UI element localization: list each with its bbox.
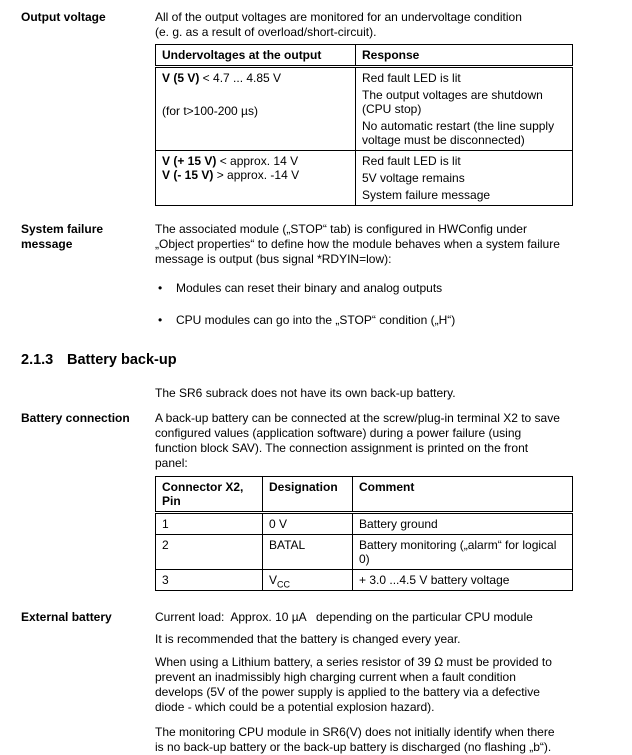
bullet-icon: • <box>158 281 163 295</box>
paragraph-current-load <box>155 610 587 625</box>
body-line: configured values (application software) during a power failure (using <box>155 426 522 440</box>
side-label-battery-connection: Battery connection <box>21 411 130 425</box>
intro-line: All of the output voltages are monitored for an undervoltage condition <box>155 10 522 24</box>
body-line: It is recommended that the battery is changed every year. <box>155 632 461 646</box>
condition-plus15v <box>162 154 349 168</box>
intro-line: (e. g. as a result of overload/short-circuit). <box>155 25 377 39</box>
response-item: The output voltages are shutdown (CPU stop) <box>362 88 543 116</box>
cell-comment: + 3.0 ...4.5 V battery voltage <box>353 570 573 591</box>
response-item: System failure message <box>362 188 491 202</box>
body-line: When using a Lithium battery, a series resistor of 39 Ω must be provided to <box>155 655 552 669</box>
table-row-5v <box>156 67 573 151</box>
output-voltage-content <box>155 10 587 206</box>
connector-x2-table <box>155 476 573 591</box>
body-line: diode - which could be a potential explosion hazard). <box>155 700 435 714</box>
response-item: Red fault LED is lit <box>362 71 461 85</box>
header-designation: Designation <box>263 477 353 513</box>
table-row-pin2 <box>156 535 573 570</box>
response-item: No automatic restart (the line supply voltage must be disconnected) <box>362 119 555 147</box>
table-row-pin1 <box>156 513 573 535</box>
condition-5v-rest: < 4.7 ... 4.85 V <box>199 71 282 85</box>
body-line: „Object properties“ to define how the module behaves when a system failure <box>155 237 560 251</box>
bullet-item <box>155 281 587 296</box>
header-undervoltages: Undervoltages at the output <box>156 45 356 67</box>
bullet-text: CPU modules can go into the „STOP“ condition („H“) <box>176 313 456 327</box>
heading-title: Battery back-up <box>67 352 177 368</box>
cell-response-5v <box>356 67 573 151</box>
section-output-voltage <box>0 10 632 206</box>
condition-5v <box>162 71 349 85</box>
response-item: 5V voltage remains <box>362 171 465 185</box>
vcc-base: V <box>269 573 278 587</box>
condition-5v-bold: V (5 V) <box>162 71 200 85</box>
paragraph-recommendation <box>155 632 587 647</box>
external-battery-content <box>155 610 587 755</box>
cell-pin: 2 <box>156 535 263 570</box>
heading-number: 2.1.3 <box>21 352 54 368</box>
condition-plus15v-bold: V (+ 15 V) <box>162 154 217 168</box>
response-item: Red fault LED is lit <box>362 154 461 168</box>
condition-minus15v-bold: V (- 15 V) <box>162 168 214 182</box>
battery-connection-content <box>155 411 587 591</box>
body-line: The SR6 subrack does not have its own back-up battery. <box>155 386 456 400</box>
bullet-item <box>155 313 587 328</box>
side-label-output-voltage: Output voltage <box>21 10 106 24</box>
battery-backup-intro <box>155 386 587 401</box>
table-row-15v <box>156 151 573 206</box>
section-battery-connection <box>0 411 632 591</box>
header-connector-pin: Connector X2, Pin <box>156 477 263 513</box>
bullet-text: Modules can reset their binary and analog outputs <box>176 281 443 295</box>
body-line: prevent an inadmissibly high charging current when a fault condition <box>155 670 516 684</box>
body-line: The associated module („STOP“ tab) is configured in HWConfig under <box>155 222 527 236</box>
header-response: Response <box>356 45 573 67</box>
body-line: function block SAV). The connection assignment is printed on the front <box>155 441 529 455</box>
cell-designation <box>263 570 353 591</box>
paragraph-lithium-warning <box>155 655 587 715</box>
side-label-external-battery: External battery <box>21 610 112 624</box>
bullet-icon: • <box>158 313 163 327</box>
table-header-row <box>156 45 573 67</box>
section-external-battery <box>0 610 632 755</box>
section-system-failure <box>0 222 632 328</box>
cell-comment: Battery monitoring („alarm“ for logical 0) <box>353 535 573 570</box>
body-line: panel: <box>155 456 188 470</box>
table-header-row <box>156 477 573 513</box>
body-line: Current load: Approx. 10 µA depending on the particular CPU module <box>155 610 533 624</box>
system-failure-content <box>155 222 587 328</box>
cell-comment: Battery ground <box>353 513 573 535</box>
body-line: message is output (bus signal *RDYIN=low): <box>155 252 392 266</box>
cell-designation: BATAL <box>263 535 353 570</box>
body-line: A back-up battery can be connected at the screw/plug-in terminal X2 to save <box>155 411 560 425</box>
body-line: The monitoring CPU module in SR6(V) does not initially identify when there <box>155 725 555 739</box>
vcc-subscript: CC <box>277 579 291 590</box>
cell-response-15v <box>356 151 573 206</box>
paragraph-monitoring-cpu <box>155 725 587 755</box>
header-comment: Comment <box>353 477 573 513</box>
side-label-system-failure: System failure message <box>21 222 104 251</box>
body-line: is no back-up battery or the back-up battery is discharged (no flashing „b“). <box>155 740 552 754</box>
body-line: develops (5V of the power supply is applied to the battery via a defective <box>155 685 540 699</box>
undervoltage-table <box>155 44 573 206</box>
cell-condition-5v <box>156 67 356 151</box>
cell-designation: 0 V <box>263 513 353 535</box>
condition-5v-note: (for t>100-200 µs) <box>162 104 258 118</box>
condition-minus15v-rest: > approx. -14 V <box>213 168 300 182</box>
cell-condition-15v <box>156 151 356 206</box>
table-row-pin3 <box>156 570 573 591</box>
cell-pin: 3 <box>156 570 263 591</box>
section-heading <box>21 352 632 369</box>
cell-pin: 1 <box>156 513 263 535</box>
condition-minus15v <box>162 168 349 182</box>
condition-plus15v-rest: < approx. 14 V <box>216 154 299 168</box>
